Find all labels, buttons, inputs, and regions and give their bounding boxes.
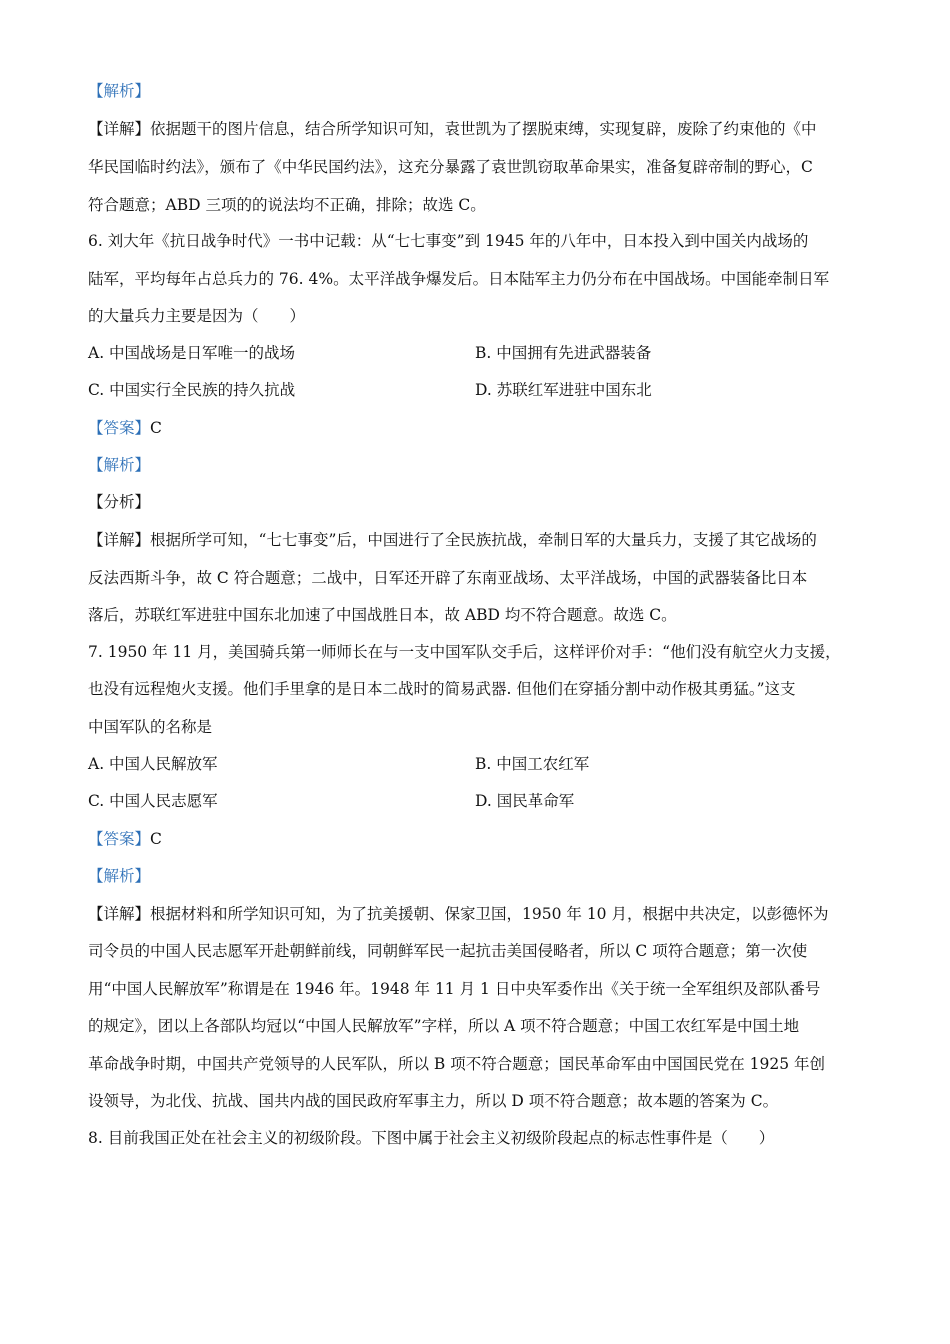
question-7-detail: 的规定》，团以上各部队均冠以“中国人民解放军”字样，所以 A 项不符合题意；中国工农红军是中国土地 <box>88 1017 800 1035</box>
question-7-detail: 设领导，为北伐、抗战、国共内战的国民政府军事主力，所以 D 项不符合题意；故本题的答案为 C。 <box>88 1092 779 1110</box>
question-6-answer <box>88 418 864 438</box>
detail-line: 符合题意；ABD 三项的的说法均不正确，排除；故选 C。 <box>88 196 486 214</box>
detail-tag: 【详解】 <box>88 120 151 138</box>
detail-text: 根据材料和所学知识可知，为了抗美援朝、保家卫国，1950 年 10 月，根据中共决定，以彭德怀为 <box>150 905 829 923</box>
question-6-fenxi <box>88 492 864 512</box>
detail-text: 依据题干的图片信息，结合所学知识可知，袁世凯为了摆脱束缚，实现复辟，废除了约束他的《中 <box>150 120 817 138</box>
question-7-stem: 7. 1950 年 11 月，美国骑兵第一师师长在与一支中国军队交手后，这样评价对手：“他们没有航空火力支援， <box>88 643 841 661</box>
question-6-option-b: B. 中国拥有先进武器装备 <box>475 344 652 362</box>
question-6-detail: 落后，苏联红军进驻中国东北加速了中国战胜日本，故 ABD 均不符合题意。故选 C。 <box>88 606 677 624</box>
question-6-detail: 反法西斯斗争，故 C 符合题意；二战中，日军还开辟了东南亚战场、太平洋战场，中国的武器装备比日本 <box>88 569 808 587</box>
detail-tag: 【详解】 <box>88 905 151 923</box>
question-6-stem: 6. 刘大年《抗日战争时代》一书中记载：从“七七事变”到 1945 年的八年中，日本投入到中国关内战场的 <box>88 232 809 250</box>
answer-tag: 【答案】 <box>88 419 151 437</box>
detail-tag: 【详解】 <box>88 531 151 549</box>
answer-value: C <box>150 419 162 437</box>
question-7-option-b: B. 中国工农红军 <box>475 755 590 773</box>
fenxi-tag: 【分析】 <box>88 493 151 511</box>
question-7-analysis <box>88 866 864 886</box>
question-6-stem: 陆军，平均每年占总兵力的 76. 4%。太平洋战争爆发后。日本陆军主力仍分布在中国战场。中国能牵制日军 <box>88 270 830 288</box>
question-7-option-c: C. 中国人民志愿军 <box>88 792 218 810</box>
question-7-detail: 革命战争时期，中国共产党领导的人民军队，所以 B 项不符合题意；国民革命军由中国国民党在 1925 年创 <box>88 1055 826 1073</box>
detail-text: 根据所学可知，“七七事变”后，中国进行了全民族抗战，牵制日军的大量兵力，支援了其它战场的 <box>150 531 817 549</box>
detail-line: 华民国临时约法》，颁布了《中华民国约法》，这充分暴露了袁世凯窃取革命果实，准备复辟帝制的野心，C <box>88 158 813 176</box>
question-6-analysis <box>88 455 864 475</box>
question-6-detail <box>88 530 864 550</box>
question-8-stem: 8. 目前我国正处在社会主义的初级阶段。下图中属于社会主义初级阶段起点的标志性事件是（ ） <box>88 1129 775 1147</box>
question-7-answer <box>88 829 864 849</box>
analysis-tag: 【解析】 <box>88 867 151 885</box>
question-7-stem: 也没有远程炮火支援。他们手里拿的是日本二战时的简易武器. 但他们在穿插分割中动作极其勇猛。”这支 <box>88 680 796 698</box>
question-6-option-c: C. 中国实行全民族的持久抗战 <box>88 381 296 399</box>
question-6-stem: 的大量兵力主要是因为（ ） <box>88 307 306 325</box>
question-6-option-a: A. 中国战场是日军唯一的战场 <box>88 344 296 362</box>
analysis-tag: 【解析】 <box>88 456 151 474</box>
question-7-detail: 司令员的中国人民志愿军开赴朝鲜前线，同朝鲜军民一起抗击美国侵略者，所以 C 项符合题意；第一次使 <box>88 942 808 960</box>
analysis-tag: 【解析】 <box>88 82 151 100</box>
detail-line <box>88 119 864 139</box>
analysis-heading <box>88 81 864 101</box>
question-6-option-d: D. 苏联红军进驻中国东北 <box>475 381 652 399</box>
question-7-option-a: A. 中国人民解放军 <box>88 755 218 773</box>
answer-tag: 【答案】 <box>88 830 151 848</box>
question-7-stem: 中国军队的名称是 <box>88 718 213 736</box>
question-7-detail <box>88 904 864 924</box>
question-7-option-d: D. 国民革命军 <box>475 792 575 810</box>
question-7-detail: 用“中国人民解放军”称谓是在 1946 年。1948 年 11 月 1 日中央军委作出《关于统一全军组织及部队番号 <box>88 980 821 998</box>
answer-value: C <box>150 830 162 848</box>
